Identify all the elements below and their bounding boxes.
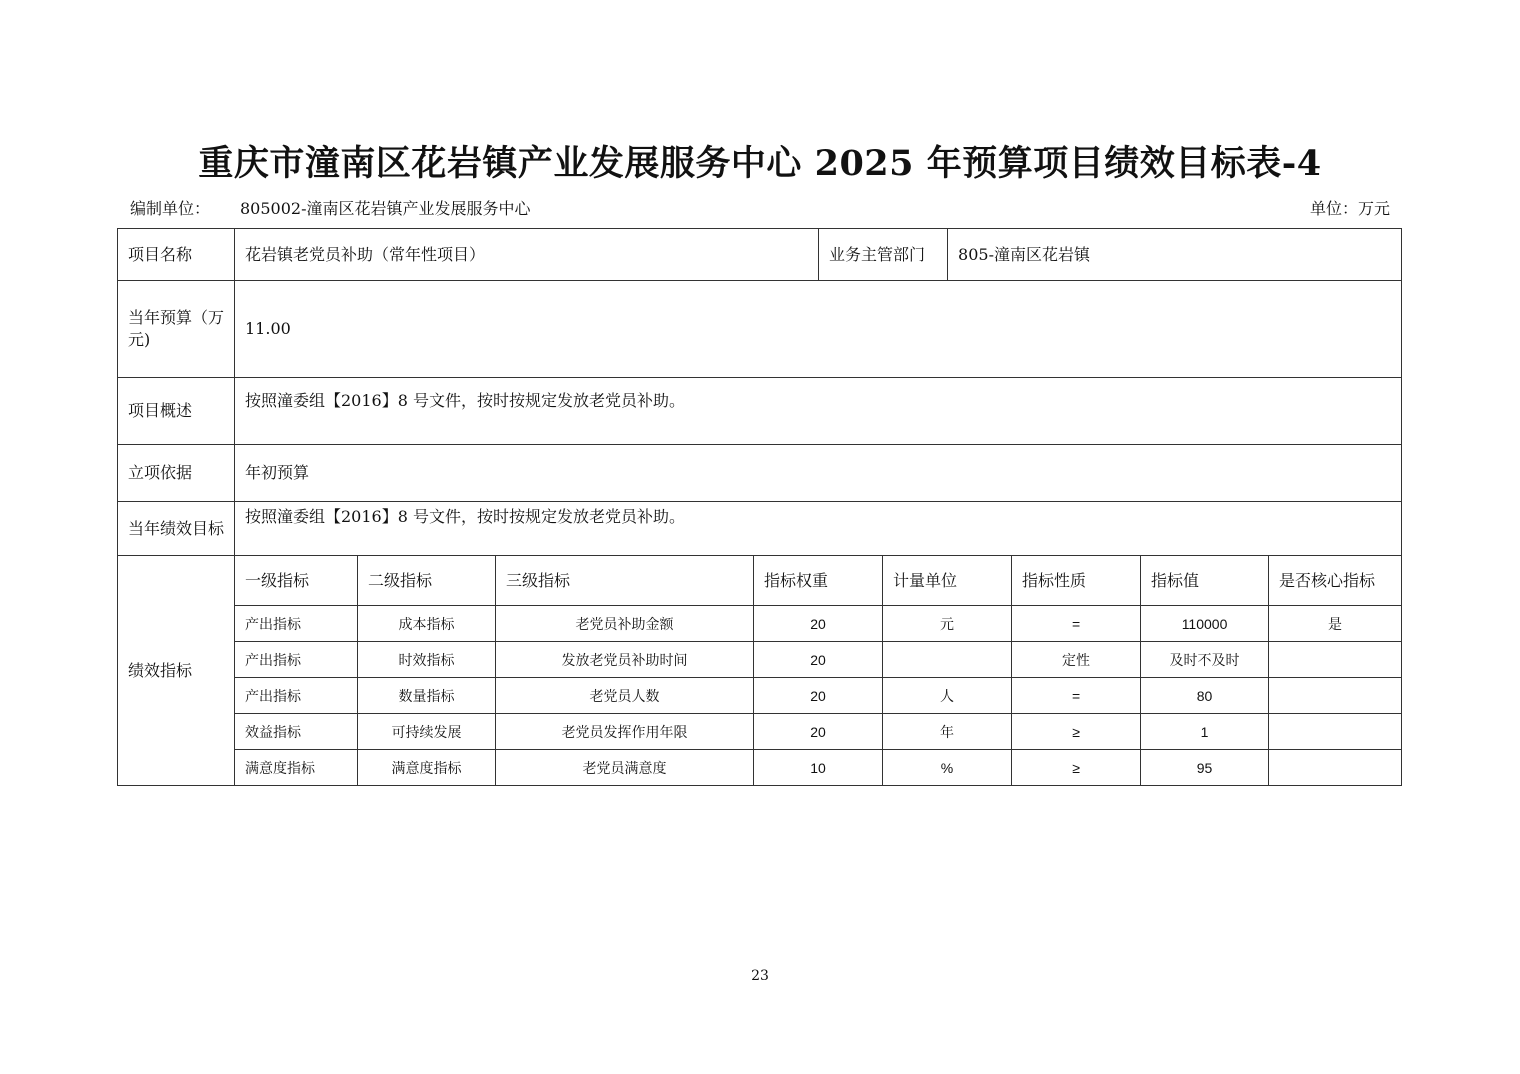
core-cell [1269, 750, 1402, 786]
nature-cell: ≥ [1012, 714, 1141, 750]
nature-cell: 定性 [1012, 642, 1141, 678]
basis-value: 年初预算 [235, 445, 1402, 502]
dept-value: 805-潼南区花岩镇 [948, 229, 1402, 281]
budget-row [118, 281, 1402, 378]
unit-cell [883, 642, 1012, 678]
core-cell [1269, 714, 1402, 750]
level2-cell: 数量指标 [358, 678, 496, 714]
budget-label: 当年预算（万元) [118, 281, 235, 378]
core-cell [1269, 642, 1402, 678]
unit-cell: 年 [883, 714, 1012, 750]
unit-cell: 元 [883, 606, 1012, 642]
goal-row [118, 502, 1402, 556]
weight-cell: 20 [754, 714, 883, 750]
table-row [118, 606, 1402, 642]
level1-cell: 产出指标 [235, 642, 358, 678]
header-nature: 指标性质 [1012, 556, 1141, 606]
level2-cell: 可持续发展 [358, 714, 496, 750]
header-level1: 一级指标 [235, 556, 358, 606]
table-row [118, 678, 1402, 714]
level1-cell: 产出指标 [235, 678, 358, 714]
level3-cell: 老党员满意度 [496, 750, 754, 786]
nature-cell: ≥ [1012, 750, 1141, 786]
compiling-unit-value: 805002-潼南区花岩镇产业发展服务中心 [240, 199, 531, 218]
weight-cell: 20 [754, 606, 883, 642]
table-row [118, 714, 1402, 750]
budget-value: 11.00 [235, 281, 1402, 378]
level2-cell: 满意度指标 [358, 750, 496, 786]
header-unit: 计量单位 [883, 556, 1012, 606]
level3-cell: 老党员人数 [496, 678, 754, 714]
level1-cell: 效益指标 [235, 714, 358, 750]
unit-cell: 人 [883, 678, 1012, 714]
page-number: 23 [751, 968, 769, 984]
value-cell: 95 [1141, 750, 1269, 786]
level2-cell: 时效指标 [358, 642, 496, 678]
indicators-label: 绩效指标 [118, 556, 235, 786]
core-cell [1269, 678, 1402, 714]
weight-cell: 10 [754, 750, 883, 786]
level3-cell: 发放老党员补助时间 [496, 642, 754, 678]
basis-label: 立项依据 [118, 445, 235, 502]
table-row [118, 642, 1402, 678]
indicator-header-row [118, 556, 1402, 606]
compiling-unit-label: 编制单位： [130, 199, 211, 218]
unit-cell: % [883, 750, 1012, 786]
value-cell: 110000 [1141, 606, 1269, 642]
level3-cell: 老党员发挥作用年限 [496, 714, 754, 750]
goal-label: 当年绩效目标 [118, 502, 235, 556]
overview-row [118, 378, 1402, 445]
overview-value: 按照潼委组【2016】8 号文件，按时按规定发放老党员补助。 [235, 378, 1402, 445]
value-cell: 80 [1141, 678, 1269, 714]
page-title: 重庆市潼南区花岩镇产业发展服务中心 2025 年预算项目绩效目标表-4 [198, 143, 1322, 184]
level1-cell: 产出指标 [235, 606, 358, 642]
header-level3: 三级指标 [496, 556, 754, 606]
level2-cell: 成本指标 [358, 606, 496, 642]
header-weight: 指标权重 [754, 556, 883, 606]
nature-cell: = [1012, 678, 1141, 714]
currency-unit: 单位：万元 [1309, 199, 1390, 218]
basis-row [118, 445, 1402, 502]
goal-value: 按照潼委组【2016】8 号文件，按时按规定发放老党员补助。 [235, 502, 1402, 556]
value-cell: 1 [1141, 714, 1269, 750]
project-name-value: 花岩镇老党员补助（常年性项目） [235, 229, 819, 281]
header-value: 指标值 [1141, 556, 1269, 606]
compiling-unit [130, 196, 531, 219]
core-cell: 是 [1269, 606, 1402, 642]
project-name-label: 项目名称 [118, 229, 235, 281]
nature-cell: = [1012, 606, 1141, 642]
header-level2: 二级指标 [358, 556, 496, 606]
dept-label: 业务主管部门 [819, 229, 948, 281]
header-core: 是否核心指标 [1269, 556, 1402, 606]
project-name-row [118, 229, 1402, 281]
overview-label: 项目概述 [118, 378, 235, 445]
weight-cell: 20 [754, 642, 883, 678]
level1-cell: 满意度指标 [235, 750, 358, 786]
value-cell: 及时不及时 [1141, 642, 1269, 678]
level3-cell: 老党员补助金额 [496, 606, 754, 642]
table-row [118, 750, 1402, 786]
performance-table [117, 228, 1402, 786]
weight-cell: 20 [754, 678, 883, 714]
